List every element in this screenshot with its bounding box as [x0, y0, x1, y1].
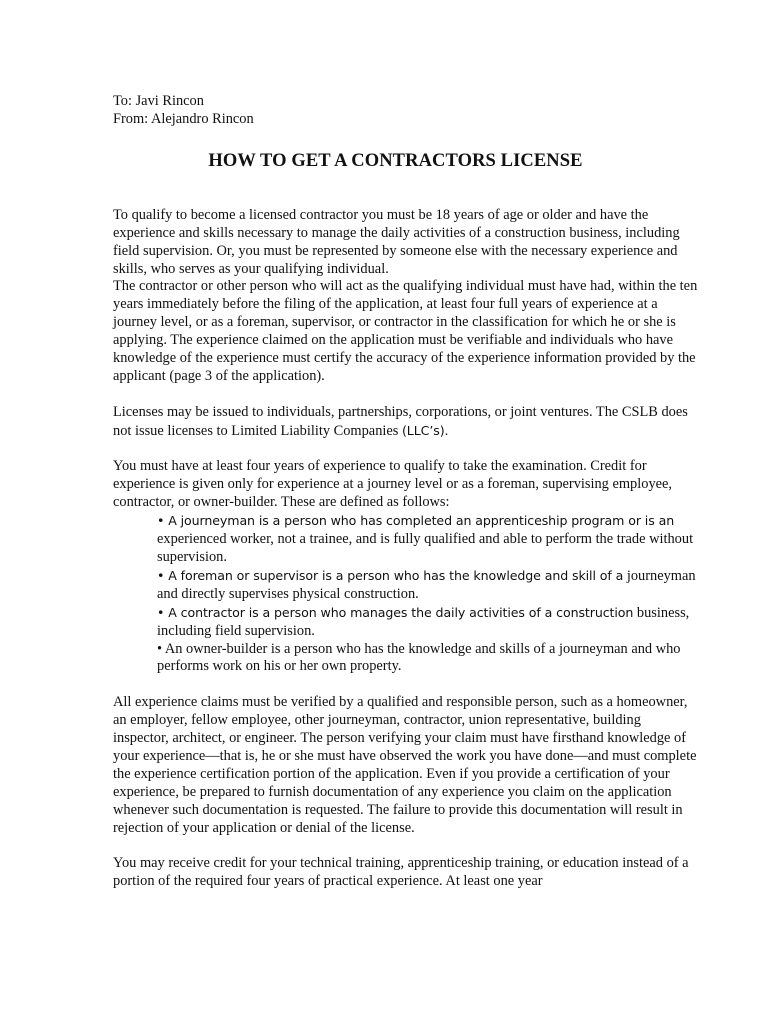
spacer: [113, 386, 698, 404]
paragraph-license-entities: [113, 404, 698, 441]
list-item-owner-builder: • An owner-builder is a person who has the knowledge and skills of a journeyman and who performs work on his or her own property.: [157, 640, 681, 675]
memo-to: To: Javi Rincon: [113, 93, 204, 109]
definitions-list: [113, 512, 698, 676]
paragraph-experience: You must have at least four years of experience to qualify to take the examination. Credit for experience is given only for experience at a journey level or as a foreman, supervising employee, contractor, or owner-builder. These are defined as follows:: [113, 458, 673, 511]
spacer: [113, 837, 698, 855]
contractor-lead: • A contractor is a person who manages the daily activities of a construction: [157, 604, 634, 620]
list-item-foreman: [157, 567, 698, 604]
journeyman-rest: experienced worker, not a trainee, and is fully qualified and able to perform the trade without supervision.: [157, 531, 694, 565]
paragraph-qualify: To qualify to become a licensed contractor you must be 18 years of age or older and have the experience and skills necessary to manage the daily activities of a construction business, including field supervision. Or, you must be represented by someone else with the necessary experience and skills, who serves as your qualifying individual.: [113, 206, 680, 277]
journeyman-lead: • A journeyman is a person who has completed an apprenticeship program or is an: [157, 513, 675, 529]
memo-from: From: Alejandro Rincon: [113, 110, 254, 127]
paragraph-verification: All experience claims must be verified by a qualified and responsible person, such as a homeowner, an employer, fellow employee, other journeyman, contractor, union representative, building inspector, architect, or engineer. The person verifying your claim must have firsthand knowledge of your experience—that is, he or she must have observed the work you have done—and must complete the experience certification portion of the application. Even if you provide a certification of your experience, be prepared to furnish documentation of any experience you claim on the application whenever such documentation is requested. The failure to provide this documentation will result in rejection of your application or denial of the license.: [113, 694, 697, 836]
foreman-lead: • A foreman or supervisor is a person who has the knowledge and skill of a: [157, 567, 624, 583]
llc-text: (LLC’s).: [401, 422, 449, 438]
license-entities-text: Licenses may be issued to individuals, partnerships, corporations, or joint ventures. The CSLB does not issue licenses to Limited Liability Companies: [113, 403, 688, 439]
list-item-contractor: [157, 604, 698, 641]
paragraph-training-credit: You may receive credit for your technical training, apprenticeship training, or education instead of a portion of the required four years of practical experience. At least one year: [113, 855, 689, 890]
contractor-rest: business, including field supervision.: [157, 604, 690, 639]
foreman-rest: journeyman and directly supervises physical construction.: [157, 567, 696, 602]
paragraph-qualifying-individual: The contractor or other person who will act as the qualifying individual must have had, within the ten years immediately before the filing of the application, at least four full years of experience at a journey level, or as a foreman, supervisor, or contractor in the classification for which he or she is applying. The experience claimed on the application must be verifiable and individuals who have knowledge of the experience must certify the accuracy of the experience information provided by the applicant (page 3 of the application).: [113, 278, 698, 384]
spacer: [113, 676, 698, 694]
document-title: HOW TO GET A CONTRACTORS LICENSE: [208, 150, 583, 171]
list-item-journeyman: [157, 512, 698, 567]
spacer: [113, 441, 698, 459]
